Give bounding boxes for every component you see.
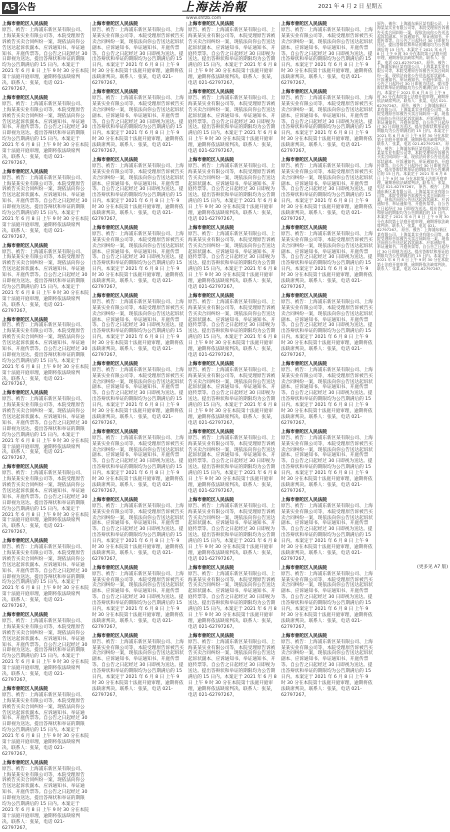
court-notice — [92, 430, 184, 495]
notice-title: 上海市普陀区人民法院 — [2, 317, 48, 323]
page-header — [0, 0, 450, 21]
court-notice — [92, 90, 184, 155]
notice-title: 上海市普陀区人民法院 — [188, 429, 234, 435]
notice-title: 上海市普陀区人民法院 — [188, 225, 234, 231]
notice-title: 上海市普陀区人民法院 — [2, 95, 48, 101]
notice-body: 原告、被告：上海浦东新区某有限公司、上海某某实业有限公司等，本院受理原告诉被告买卖合同纠纷一案，现依法向你公告送达起诉状副本、应诉通知书、举证通知书、开庭传票等。自公告之日起经过 30 日即视为送达。提出答辩状和举证的期限均为公告期满后的 15 日内。本案定于 2021 年 6 月 8 日 上午 9 时 30 分在本院第十法庭开庭审理，逾期将依法缺席判决。联系人：张某，电话 021-62797267。 — [2, 27, 89, 92]
court-notice — [188, 634, 278, 699]
column-divider — [375, 22, 376, 570]
court-notice — [188, 226, 278, 291]
section-title: 公告 — [18, 3, 37, 13]
notice-title: 上海市普陀区人民法院 — [2, 465, 48, 471]
notice-body: 原告、被告：上海浦东新区某有限公司、上海某某实业有限公司等，本院受理原告诉被告买卖合同纠纷一案，现依法向你公告送达起诉状副本、应诉通知书、举证通知书、开庭传票等。自公告之日起经过 30 日即视为送达。提出答辩状和举证的期限均为公告期满后的 15 日内。本案定于 2021 年 6 月 8 日 上午 9 时 30 分在本院第十法庭开庭审理，逾期将依法缺席判决。联系人：张某，电话 021-62797267。 — [92, 639, 184, 698]
notice-title: 上海市普陀区人民法院 — [2, 686, 48, 692]
court-notice — [92, 634, 184, 699]
notice-body: 原告、被告：上海浦东新区某有限公司、上海某某实业有限公司等，本院受理原告诉被告买卖合同纠纷一案，现依法向你公告送达起诉状副本、应诉通知书、举证通知书、开庭传票等。自公告之日起经过 30 日即视为送达。提出答辩状和举证的期限均为公告期满后的 15 日内。本案定于 2021 年 6 月 8 日 上午 9 时 30 分在本院第十法庭开庭审理，逾期将依法缺席判决。联系人：张某，电话 021-62797267。 — [281, 639, 373, 698]
notice-body: 原告、被告：上海浦东新区某有限公司、上海某某实业有限公司等，本院受理原告诉被告买卖合同纠纷一案，现依法向你公告送达起诉状副本、应诉通知书、举证通知书、开庭传票等。自公告之日起经过 30 日即视为送达。提出答辩状和举证的期限均为公告期满后的 15 日内。本案定于 2021 年 6 月 8 日 上午 9 时 30 分在本院第十法庭开庭审理，逾期将依法缺席判决。联系人：张某，电话 021-62797267。 — [2, 397, 89, 462]
court-notice — [2, 391, 89, 462]
notice-body: 原告、被告：上海浦东新区某有限公司、上海某某实业有限公司等，本院受理原告诉被告买卖合同纠纷一案，现依法向你公告送达起诉状副本、应诉通知书、举证通知书、开庭传票等。自公告之日起经过 30 日即视为送达。提出答辩状和举证的期限均为公告期满后的 15 日内。本案定于 2021 年 6 月 8 日 上午 9 时 30 分在本院第十法庭开庭审理，逾期将依法缺席判决。联系人：张某，电话 021-62797267。 — [281, 163, 373, 222]
court-notice — [92, 566, 184, 631]
notice-title: 上海市普陀区人民法院 — [188, 497, 234, 503]
notice-body: 原告、被告：上海浦东新区某有限公司、上海某某实业有限公司等，本院受理原告诉被告买卖合同纠纷一案，现依法向你公告送达起诉状副本、应诉通知书、举证通知书、开庭传票等。自公告之日起经过 30 日即视为送达。提出答辩状和举证的期限均为公告期满后的 15 日内。本案定于 2021 年 6 月 8 日 上午 9 时 30 分在本院第十法庭开庭审理，逾期将依法缺席判决。联系人：张某，电话 021-62797267。 — [188, 27, 277, 87]
court-notice — [188, 430, 278, 495]
notice-title: 上海市普陀区人民法院 — [92, 429, 138, 435]
court-notice — [188, 22, 278, 87]
notice-title: 上海市普陀区人民法院 — [2, 613, 48, 618]
notice-title: 上海市普陀区人民法院 — [188, 157, 234, 163]
notice-body: 原告、被告：上海浦东新区某有限公司、上海某某实业有限公司等，本院受理原告诉被告买卖合同纠纷一案，现依法向你公告送达起诉状副本、应诉通知书、举证通知书、开庭传票等。自公告之日起经过 30 日即视为送达。提出答辩状和举证的期限均为公告期满后的 15 日内。本案定于 2021 年 6 月 8 日 上午 9 时 30 分在本院第十法庭开庭审理，逾期将依法缺席判决。联系人：张某，电话 021-62797267。 — [188, 367, 277, 426]
column-3 — [188, 22, 278, 698]
notice-body: 原告、被告：上海浦东新区某有限公司、上海某某实业有限公司等，本院受理原告诉被告买卖合同纠纷一案，现依法向你公告送达起诉状副本、应诉通知书、举证通知书、开庭传票等。自公告之日起经过 30 日即视为送达。提出答辩状和举证的期限均为公告期满后的 15 日内。本案定于 2021 年 6 月 8 日 上午 9 时 30 分在本院第十法庭开庭审理，逾期将依法缺席判决。联系人：张某，电话 021-62797267。 — [188, 639, 277, 698]
notice-title: 上海市普陀区人民法院 — [281, 633, 327, 639]
notice-body: 原告、被告：上海浦东新区某有限公司、上海某某实业有限公司等，本院受理原告诉被告买卖合同纠纷一案，现依法向你公告送达起诉状副本、应诉通知书、举证通知书、开庭传票等。自公告之日起经过 30 日即视为送达。提出答辩状和举证的期限均为公告期满后的 15 日内。本案定于 2021 年 6 月 8 日 上午 9 时 30 分在本院第十法庭开庭审理，逾期将依法缺席判决。联系人：张某，电话 021-62797267。 — [188, 163, 277, 222]
notice-title: 上海市普陀区人民法院 — [92, 157, 138, 163]
notice-title: 上海市普陀区人民法院 — [188, 89, 234, 95]
column-divider — [186, 22, 187, 570]
court-notice — [2, 613, 89, 684]
court-notice — [281, 362, 374, 427]
page-number: A5 — [4, 3, 16, 12]
court-notice — [281, 430, 374, 495]
court-notice — [281, 22, 374, 87]
notice-body: 原告、被告：上海浦东新区某有限公司、上海某某实业有限公司等，本院受理原告诉被告买卖合同纠纷一案，现依法向你公告送达起诉状副本、应诉通知书、举证通知书、开庭传票等。自公告之日起经过 30 日即视为送达。提出答辩状和举证的期限均为公告期满后的 15 日内。本案定于 2021 年 6 月 8 日 上午 9 时 30 分在本院第十法庭开庭审理，逾期将依法缺席判决。联系人：张某，电话 021-62797267。 — [92, 503, 184, 562]
notice-body: 原告、被告：上海浦东新区某有限公司、上海某某实业有限公司等，本院受理原告诉被告买卖合同纠纷一案，现依法向你公告送达起诉状副本、应诉通知书、举证通知书、开庭传票等。自公告之日起经过 30 日即视为送达。提出答辩状和举证的期限均为公告期满后的 15 日内。本案定于 2021 年 6 月 8 日 上午 9 时 30 分在本院第十法庭开庭审理，逾期将依法缺席判决。联系人：张某，电话 021-62797267。 — [281, 231, 373, 290]
notice-title: 上海市普陀区人民法院 — [92, 89, 138, 95]
notice-title: 上海市普陀区人民法院 — [2, 760, 48, 766]
issue-date: 2021 年 4 月 2 日 星期五 — [318, 4, 383, 10]
notice-title: 上海市普陀区人民法院 — [2, 169, 48, 175]
court-notice — [92, 226, 184, 291]
court-notice — [188, 566, 278, 631]
court-notice — [2, 761, 89, 832]
court-notice — [2, 170, 89, 241]
notice-title: 上海市普陀区人民法院 — [92, 293, 138, 299]
notice-body: 原告、被告：上海浦东新区某有限公司、上海某某实业有限公司等，本院受理原告诉被告买卖合同纠纷一案，现依法向你公告送达起诉状副本、应诉通知书、举证通知书、开庭传票等。自公告之日起经过 30 日即视为送达。提出答辩状和举证的期限均为公告期满后的 15 日内。本案定于 2021 年 6 月 8 日 上午 9 时 30 分在本院第十法庭开庭审理，逾期将依法缺席判决。联系人：张某，电话 021-62797267。 — [281, 27, 373, 87]
notice-body: 原告、被告：上海浦东新区某有限公司、上海某某实业有限公司等，本院受理原告诉被告买卖合同纠纷一案，现依法向你公告送达起诉状副本、应诉通知书、举证通知书、开庭传票等。自公告之日起经过 30 日即视为送达。提出答辩状和举证的期限均为公告期满后的 15 日内。本案定于 2021 年 6 月 8 日 上午 9 时 30 分在本院第十法庭开庭审理，逾期将依法缺席判决。联系人：张某，电话 021-62797267。 — [92, 367, 184, 426]
court-notice — [281, 226, 374, 291]
notice-title: 上海市普陀区人民法院 — [281, 497, 327, 503]
dense-notice-text: 原告、被告：上海浦东新区某有限公司、上海某某实业有限公司等，本院受理原告诉被告买卖合同纠纷一案，现依法向你公告送达起诉状副本、应诉通知书、举证通知书、开庭传票等。自公告之日起经过 30 日即视为送达。提出答辩状和举证的期限均为公告期满后的 15 日内。本案定于 2021 年 6 月 8 日 上午 9 时 30 分在本院第十法庭开庭审理，逾期将依法缺席判决。联系人：张某，电话 021-62797267。 — [377, 59, 450, 108]
court-notice — [2, 244, 89, 315]
notice-title: 上海市普陀区人民法院 — [188, 361, 234, 367]
court-notice — [281, 566, 374, 631]
notice-title: 上海市普陀区人民法院 — [92, 497, 138, 503]
notice-body: 原告、被告：上海浦东新区某有限公司、上海某某实业有限公司等，本院受理原告诉被告买卖合同纠纷一案，现依法向你公告送达起诉状副本、应诉通知书、举证通知书、开庭传票等。自公告之日起经过 30 日即视为送达。提出答辩状和举证的期限均为公告期满后的 15 日内。本案定于 2021 年 6 月 8 日 上午 9 时 30 分在本院第十法庭开庭审理，逾期将依法缺席判决。联系人：张某，电话 021-62797267。 — [281, 367, 373, 426]
notice-title: 上海市普陀区人民法院 — [2, 243, 48, 249]
notice-title: 上海市普陀区人民法院 — [92, 633, 138, 639]
court-notice — [188, 158, 278, 223]
notice-body: 原告、被告：上海浦东新区某有限公司、上海某某实业有限公司等，本院受理原告诉被告买卖合同纠纷一案，现依法向你公告送达起诉状副本、应诉通知书、举证通知书、开庭传票等。自公告之日起经过 30 日即视为送达。提出答辩状和举证的期限均为公告期满后的 15 日内。本案定于 2021 年 6 月 8 日 上午 9 时 30 分在本院第十法庭开庭审理，逾期将依法缺席判决。联系人：张某，电话 021-62797267。 — [2, 618, 89, 683]
court-notice — [281, 90, 374, 155]
notice-body: 原告、被告：上海浦东新区某有限公司、上海某某实业有限公司等，本院受理原告诉被告买卖合同纠纷一案，现依法向你公告送达起诉状副本、应诉通知书、举证通知书、开庭传票等。自公告之日起经过 30 日即视为送达。提出答辩状和举证的期限均为公告期满后的 15 日内。本案定于 2021 年 6 月 8 日 上午 9 时 30 分在本院第十法庭开庭审理，逾期将依法缺席判决。联系人：张某，电话 021-62797267。 — [92, 231, 184, 290]
court-notice — [92, 22, 184, 87]
notice-title: 上海市普陀区人民法院 — [2, 539, 48, 545]
notice-title: 上海市普陀区人民法院 — [281, 429, 327, 435]
notice-body: 原告、被告：上海浦东新区某有限公司、上海某某实业有限公司等，本院受理原告诉被告买卖合同纠纷一案，现依法向你公告送达起诉状副本、应诉通知书、举证通知书、开庭传票等。自公告之日起经过 30 日即视为送达。提出答辩状和举证的期限均为公告期满后的 15 日内。本案定于 2021 年 6 月 8 日 上午 9 时 30 分在本院第十法庭开庭审理，逾期将依法缺席判决。联系人：张某，电话 021-62797267。 — [188, 299, 277, 358]
court-notice — [281, 158, 374, 223]
notice-body: 原告、被告：上海浦东新区某有限公司、上海某某实业有限公司等，本院受理原告诉被告买卖合同纠纷一案，现依法向你公告送达起诉状副本、应诉通知书、举证通知书、开庭传票等。自公告之日起经过 30 日即视为送达。提出答辩状和举证的期限均为公告期满后的 15 日内。本案定于 2021 年 6 月 8 日 上午 9 时 30 分在本院第十法庭开庭审理，逾期将依法缺席判决。联系人：张某，电话 021-62797267。 — [92, 299, 184, 358]
notice-title: 上海市普陀区人民法院 — [2, 391, 48, 397]
notice-title: 上海市普陀区人民法院 — [188, 633, 234, 639]
notice-title: 上海市普陀区人民法院 — [92, 565, 138, 571]
court-notice — [92, 498, 184, 563]
notice-body: 原告、被告：上海浦东新区某有限公司、上海某某实业有限公司等，本院受理原告诉被告买卖合同纠纷一案，现依法向你公告送达起诉状副本、应诉通知书、举证通知书、开庭传票等。自公告之日起经过 30 日即视为送达。提出答辩状和举证的期限均为公告期满后的 15 日内。本案定于 2021 年 6 月 8 日 上午 9 时 30 分在本院第十法庭开庭审理，逾期将依法缺席判决。联系人：张某，电话 021-62797267。 — [2, 249, 89, 314]
notice-title: 上海市普陀区人民法院 — [281, 293, 327, 299]
notice-body: 原告、被告：上海浦东新区某有限公司、上海某某实业有限公司等，本院受理原告诉被告买卖合同纠纷一案，现依法向你公告送达起诉状副本、应诉通知书、举证通知书、开庭传票等。自公告之日起经过 30 日即视为送达。提出答辩状和举证的期限均为公告期满后的 15 日内。本案定于 2021 年 6 月 8 日 上午 9 时 30 分在本院第十法庭开庭审理，逾期将依法缺席判决。联系人：张某，电话 021-62797267。 — [92, 27, 184, 87]
dense-notice-text: 原告、被告：上海浦东新区某有限公司、上海某某实业有限公司等，本院受理原告诉被告买卖合同纠纷一案，现依法向你公告送达起诉状副本、应诉通知书、举证通知书、开庭传票等。自公告之日起经过 30 日即视为送达。提出答辩状和举证的期限均为公告期满后的 15 日内。本案定于 2021 年 6 月 8 日 上午 9 时 30 分在本院第十法庭开庭审理，逾期将依法缺席判决。联系人：张某，电话 021-62797267。 — [377, 21, 450, 65]
column-2 — [92, 22, 184, 698]
notice-body: 原告、被告：上海浦东新区某有限公司、上海某某实业有限公司等，本院受理原告诉被告买卖合同纠纷一案，现依法向你公告送达起诉状副本、应诉通知书、举证通知书、开庭传票等。自公告之日起经过 30 日即视为送达。提出答辩状和举证的期限均为公告期满后的 15 日内。本案定于 2021 年 6 月 8 日 上午 9 时 30 分在本院第十法庭开庭审理，逾期将依法缺席判决。联系人：张某，电话 021-62797267。 — [2, 471, 89, 536]
notice-body: 原告、被告：上海浦东新区某有限公司、上海某某实业有限公司等，本院受理原告诉被告买卖合同纠纷一案，现依法向你公告送达起诉状副本、应诉通知书、举证通知书、开庭传票等。自公告之日起经过 30 日即视为送达。提出答辩状和举证的期限均为公告期满后的 15 日内。本案定于 2021 年 6 月 8 日 上午 9 时 30 分在本院第十法庭开庭审理，逾期将依法缺席判决。联系人：张某，电话 021-62797267。 — [188, 95, 277, 155]
court-notice — [92, 294, 184, 359]
notice-title: 上海市普陀区人民法院 — [92, 361, 138, 367]
column-divider — [279, 22, 280, 570]
notice-body: 原告、被告：上海浦东新区某有限公司、上海某某实业有限公司等，本院受理原告诉被告买卖合同纠纷一案，现依法向你公告送达起诉状副本、应诉通知书、举证通知书、开庭传票等。自公告之日起经过 30 日即视为送达。提出答辩状和举证的期限均为公告期满后的 15 日内。本案定于 2021 年 6 月 8 日 上午 9 时 30 分在本院第十法庭开庭审理，逾期将依法缺席判决。联系人：张某，电话 021-62797267。 — [92, 95, 184, 155]
dense-notice-text: 原告、被告：上海浦东新区某有限公司、上海某某实业有限公司等，本院受理原告诉被告买卖合同纠纷一案，现依法向你公告送达起诉状副本、应诉通知书、举证通知书、开庭传票等。自公告之日起经过 30 日即视为送达。提出答辩状和举证的期限均为公告期满后的 15 日内。本案定于 2021 年 6 月 8 日 上午 9 时 30 分在本院第十法庭开庭审理，逾期将依法缺席判决。联系人：张某，电话 021-62797267。 — [377, 184, 450, 233]
notice-title: 上海市普陀区人民法院 — [281, 157, 327, 163]
notice-title: 上海市普陀区人民法院 — [281, 225, 327, 231]
column-4 — [281, 22, 374, 698]
dense-notice-text: 原告、被告：上海浦东新区某有限公司、上海某某实业有限公司等，本院受理原告诉被告买卖合同纠纷一案，现依法向你公告送达起诉状副本、应诉通知书、举证通知书、开庭传票等。自公告之日起经过 30 日即视为送达。提出答辩状和举证的期限均为公告期满后的 15 日内。本案定于 2021 年 6 月 8 日 上午 9 时 30 分在本院第十法庭开庭审理，逾期将依法缺席判决。联系人：张某，电话 021-62797267。 — [377, 227, 450, 271]
notice-body: 原告、被告：上海浦东新区某有限公司、上海某某实业有限公司等，本院受理原告诉被告买卖合同纠纷一案，现依法向你公告送达起诉状副本、应诉通知书、举证通知书、开庭传票等。自公告之日起经过 30 日即视为送达。提出答辩状和举证的期限均为公告期满后的 15 日内。本案定于 2021 年 6 月 8 日 上午 9 时 30 分在本院第十法庭开庭审理，逾期将依法缺席判决。联系人：张某，电话 021-62797267。 — [281, 299, 373, 358]
notice-title: 上海市普陀区人民法院 — [188, 293, 234, 299]
court-notice — [2, 687, 89, 758]
site-url: www.shfzb.com — [186, 16, 222, 21]
court-notice — [2, 465, 89, 536]
masthead: 上海法治報 — [182, 0, 248, 14]
court-notice — [188, 90, 278, 155]
notice-title: 上海市普陀区人民法院 — [281, 565, 327, 571]
notice-body: 原告、被告：上海浦东新区某有限公司、上海某某实业有限公司等，本院受理原告诉被告买卖合同纠纷一案，现依法向你公告送达起诉状副本、应诉通知书、举证通知书、开庭传票等。自公告之日起经过 30 日即视为送达。提出答辩状和举证的期限均为公告期满后的 15 日内。本案定于 2021 年 6 月 8 日 上午 9 时 30 分在本院第十法庭开庭审理，逾期将依法缺席判决。联系人：张某，电话 021-62797267。 — [188, 231, 277, 290]
notice-body: 原告、被告：上海浦东新区某有限公司、上海某某实业有限公司等，本院受理原告诉被告买卖合同纠纷一案，现依法向你公告送达起诉状副本、应诉通知书、举证通知书、开庭传票等。自公告之日起经过 30 日即视为送达。提出答辩状和举证的期限均为公告期满后的 15 日内。本案定于 2021 年 6 月 8 日 上午 9 时 30 分在本院第十法庭开庭审理，逾期将依法缺席判决。联系人：张某，电话 021-62797267。 — [281, 95, 373, 155]
notice-body: 原告、被告：上海浦东新区某有限公司、上海某某实业有限公司等，本院受理原告诉被告买卖合同纠纷一案，现依法向你公告送达起诉状副本、应诉通知书、举证通知书、开庭传票等。自公告之日起经过 30 日即视为送达。提出答辩状和举证的期限均为公告期满后的 15 日内。本案定于 2021 年 6 月 8 日 上午 9 时 30 分在本院第十法庭开庭审理，逾期将依法缺席判决。联系人：张某，电话 021-62797267。 — [281, 503, 373, 562]
column-1 — [2, 22, 89, 831]
notice-body: 原告、被告：上海浦东新区某有限公司、上海某某实业有限公司等，本院受理原告诉被告买卖合同纠纷一案，现依法向你公告送达起诉状副本、应诉通知书、举证通知书、开庭传票等。自公告之日起经过 30 日即视为送达。提出答辩状和举证的期限均为公告期满后的 15 日内。本案定于 2021 年 6 月 8 日 上午 9 时 30 分在本院第十法庭开庭审理，逾期将依法缺席判决。联系人：张某，电话 021-62797267。 — [2, 545, 89, 610]
court-notice — [188, 498, 278, 563]
notice-body: 原告、被告：上海浦东新区某有限公司、上海某某实业有限公司等，本院受理原告诉被告买卖合同纠纷一案，现依法向你公告送达起诉状副本、应诉通知书、举证通知书、开庭传票等。自公告之日起经过 30 日即视为送达。提出答辩状和举证的期限均为公告期满后的 15 日内。本案定于 2021 年 6 月 8 日 上午 9 时 30 分在本院第十法庭开庭审理，逾期将依法缺席判决。联系人：张某，电话 021-62797267。 — [2, 175, 89, 240]
column-5 — [377, 22, 450, 570]
notice-title: 上海市普陀区人民法院 — [281, 89, 327, 95]
notice-title: 上海市普陀区人民法院 — [188, 22, 234, 27]
column-divider — [90, 22, 91, 570]
notice-body: 原告、被告：上海浦东新区某有限公司、上海某某实业有限公司等，本院受理原告诉被告买卖合同纠纷一案，现依法向你公告送达起诉状副本、应诉通知书、举证通知书、开庭传票等。自公告之日起经过 30 日即视为送达。提出答辩状和举证的期限均为公告期满后的 15 日内。本案定于 2021 年 6 月 8 日 上午 9 时 30 分在本院第十法庭开庭审理，逾期将依法缺席判决。联系人：张某，电话 021-62797267。 — [188, 435, 277, 494]
notice-body: 原告、被告：上海浦东新区某有限公司、上海某某实业有限公司等，本院受理原告诉被告买卖合同纠纷一案，现依法向你公告送达起诉状副本、应诉通知书、举证通知书、开庭传票等。自公告之日起经过 30 日即视为送达。提出答辩状和举证的期限均为公告期满后的 15 日内。本案定于 2021 年 6 月 8 日 上午 9 时 30 分在本院第十法庭开庭审理，逾期将依法缺席判决。联系人：张某，电话 021-62797267。 — [281, 571, 373, 630]
notice-body: 原告、被告：上海浦东新区某有限公司、上海某某实业有限公司等，本院受理原告诉被告买卖合同纠纷一案，现依法向你公告送达起诉状副本、应诉通知书、举证通知书、开庭传票等。自公告之日起经过 30 日即视为送达。提出答辩状和举证的期限均为公告期满后的 15 日内。本案定于 2021 年 6 月 8 日 上午 9 时 30 分在本院第十法庭开庭审理，逾期将依法缺席判决。联系人：张某，电话 021-62797267。 — [2, 766, 89, 831]
dense-notice-text: 原告、被告：上海浦东新区某有限公司、上海某某实业有限公司等，本院受理原告诉被告买卖合同纠纷一案，现依法向你公告送达起诉状副本、应诉通知书、举证通知书、开庭传票等。自公告之日起经过 30 日即视为送达。提出答辩状和举证的期限均为公告期满后的 15 日内。本案定于 2021 年 6 月 8 日 上午 9 时 30 分在本院第十法庭开庭审理，逾期将依法缺席判决。联系人：张某，电话 021-62797267。 — [377, 141, 450, 190]
notice-body: 原告、被告：上海浦东新区某有限公司、上海某某实业有限公司等，本院受理原告诉被告买卖合同纠纷一案，现依法向你公告送达起诉状副本、应诉通知书、举证通知书、开庭传票等。自公告之日起经过 30 日即视为送达。提出答辩状和举证的期限均为公告期满后的 15 日内。本案定于 2021 年 6 月 8 日 上午 9 时 30 分在本院第十法庭开庭审理，逾期将依法缺席判决。联系人：张某，电话 021-62797267。 — [2, 323, 89, 388]
notice-title: 上海市普陀区人民法院 — [281, 361, 327, 367]
notice-body: 原告、被告：上海浦东新区某有限公司、上海某某实业有限公司等，本院受理原告诉被告买卖合同纠纷一案，现依法向你公告送达起诉状副本、应诉通知书、举证通知书、开庭传票等。自公告之日起经过 30 日即视为送达。提出答辩状和举证的期限均为公告期满后的 15 日内。本案定于 2021 年 6 月 8 日 上午 9 时 30 分在本院第十法庭开庭审理，逾期将依法缺席判决。联系人：张某，电话 021-62797267。 — [188, 503, 277, 562]
court-notice — [2, 22, 89, 93]
notice-title: 上海市普陀区人民法院 — [188, 565, 234, 571]
dense-notice-text: 原告、被告：上海浦东新区某有限公司、上海某某实业有限公司等，本院受理原告诉被告买卖合同纠纷一案，现依法向你公告送达起诉状副本、应诉通知书、举证通知书、开庭传票等。自公告之日起经过 30 日即视为送达。提出答辩状和举证的期限均为公告期满后的 15 日内。本案定于 2021 年 6 月 8 日 上午 9 时 30 分在本院第十法庭开庭审理，逾期将依法缺席判决。联系人：张某，电话 021-62797267。 — [377, 102, 450, 147]
notice-body: 原告、被告：上海浦东新区某有限公司、上海某某实业有限公司等，本院受理原告诉被告买卖合同纠纷一案，现依法向你公告送达起诉状副本、应诉通知书、举证通知书、开庭传票等。自公告之日起经过 30 日即视为送达。提出答辩状和举证的期限均为公告期满后的 15 日内。本案定于 2021 年 6 月 8 日 上午 9 时 30 分在本院第十法庭开庭审理，逾期将依法缺席判决。联系人：张某，电话 021-62797267。 — [2, 101, 89, 166]
court-notice — [2, 96, 89, 167]
notice-body: 原告、被告：上海浦东新区某有限公司、上海某某实业有限公司等，本院受理原告诉被告买卖合同纠纷一案，现依法向你公告送达起诉状副本、应诉通知书、举证通知书、开庭传票等。自公告之日起经过 30 日即视为送达。提出答辩状和举证的期限均为公告期满后的 15 日内。本案定于 2021 年 6 月 8 日 上午 9 时 30 分在本院第十法庭开庭审理，逾期将依法缺席判决。联系人：张某，电话 021-62797267。 — [281, 435, 373, 494]
court-notice — [2, 318, 89, 389]
notice-body: 原告、被告：上海浦东新区某有限公司、上海某某实业有限公司等，本院受理原告诉被告买卖合同纠纷一案，现依法向你公告送达起诉状副本、应诉通知书、举证通知书、开庭传票等。自公告之日起经过 30 日即视为送达。提出答辩状和举证的期限均为公告期满后的 15 日内。本案定于 2021 年 6 月 8 日 上午 9 时 30 分在本院第十法庭开庭审理，逾期将依法缺席判决。联系人：张某，电话 021-62797267。 — [92, 435, 184, 494]
court-notice — [2, 539, 89, 610]
court-notice — [188, 362, 278, 427]
notice-title: 上海市普陀区人民法院 — [92, 225, 138, 231]
notice-body: 原告、被告：上海浦东新区某有限公司、上海某某实业有限公司等，本院受理原告诉被告买卖合同纠纷一案，现依法向你公告送达起诉状副本、应诉通知书、举证通知书、开庭传票等。自公告之日起经过 30 日即视为送达。提出答辩状和举证的期限均为公告期满后的 15 日内。本案定于 2021 年 6 月 8 日 上午 9 时 30 分在本院第十法庭开庭审理，逾期将依法缺席判决。联系人：张某，电话 021-62797267。 — [2, 692, 89, 757]
notice-body: 原告、被告：上海浦东新区某有限公司、上海某某实业有限公司等，本院受理原告诉被告买卖合同纠纷一案，现依法向你公告送达起诉状副本、应诉通知书、举证通知书、开庭传票等。自公告之日起经过 30 日即视为送达。提出答辩状和举证的期限均为公告期满后的 15 日内。本案定于 2021 年 6 月 8 日 上午 9 时 30 分在本院第十法庭开庭审理，逾期将依法缺席判决。联系人：张某，电话 021-62797267。 — [92, 571, 184, 630]
continued-note: (更多见 A7 版) — [417, 565, 448, 570]
notice-body: 原告、被告：上海浦东新区某有限公司、上海某某实业有限公司等，本院受理原告诉被告买卖合同纠纷一案，现依法向你公告送达起诉状副本、应诉通知书、举证通知书、开庭传票等。自公告之日起经过 30 日即视为送达。提出答辩状和举证的期限均为公告期满后的 15 日内。本案定于 2021 年 6 月 8 日 上午 9 时 30 分在本院第十法庭开庭审理，逾期将依法缺席判决。联系人：张某，电话 021-62797267。 — [92, 163, 184, 222]
court-notice — [92, 362, 184, 427]
court-notice — [92, 158, 184, 223]
notice-title: 上海市普陀区人民法院 — [2, 22, 48, 27]
court-notice — [281, 294, 374, 359]
notice-title: 上海市普陀区人民法院 — [92, 22, 138, 27]
court-notice — [281, 498, 374, 563]
header-rule — [0, 15, 450, 16]
court-notice — [188, 294, 278, 359]
court-notice — [281, 634, 374, 699]
notice-title: 上海市普陀区人民法院 — [281, 22, 327, 27]
notice-body: 原告、被告：上海浦东新区某有限公司、上海某某实业有限公司等，本院受理原告诉被告买卖合同纠纷一案，现依法向你公告送达起诉状副本、应诉通知书、举证通知书、开庭传票等。自公告之日起经过 30 日即视为送达。提出答辩状和举证的期限均为公告期满后的 15 日内。本案定于 2021 年 6 月 8 日 上午 9 时 30 分在本院第十法庭开庭审理，逾期将依法缺席判决。联系人：张某，电话 021-62797267。 — [188, 571, 277, 630]
